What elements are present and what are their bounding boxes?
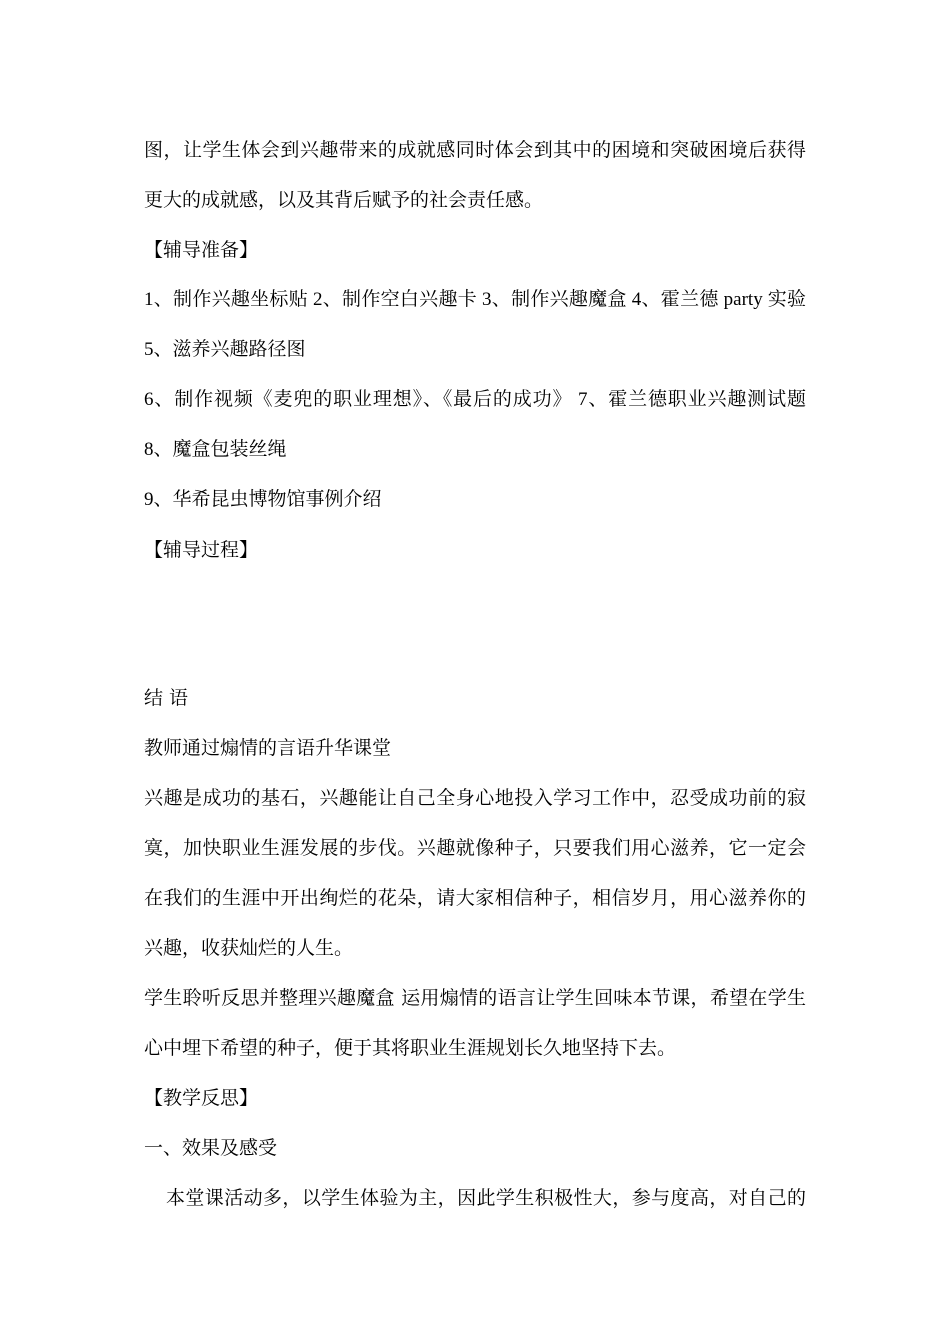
paragraph-line: 兴趣，收获灿烂的人生。 [144,937,354,959]
section-heading: 【辅导过程】 [144,539,259,561]
list-item: 5、滋养兴趣路径图 [144,339,306,360]
paragraph-line: 学生聆听反思并整理兴趣魔盒 运用煽情的语言让学生回味本节课，希望在学生 [144,987,806,1009]
list-item: 6、制作视频《麦兜的职业理想》、《最后的成功》 7、霍兰德职业兴趣测试题 [144,389,806,410]
paragraph-line: 本堂课活动多，以学生体验为主，因此学生积极性大，参与度高，对自己的 [166,1187,806,1209]
paragraph-line: 教师通过煽情的言语升华课堂 [144,737,392,759]
section-heading: 【辅导准备】 [144,239,259,261]
paragraph-line: 图，让学生体会到兴趣带来的成就感同时体会到其中的困境和突破困境后获得 [144,139,806,161]
paragraph-line: 心中埋下希望的种子，便于其将职业生涯规划长久地坚持下去。 [144,1037,677,1059]
subsection-heading: 结 语 [144,687,189,709]
list-item: 1、制作兴趣坐标贴 2、制作空白兴趣卡 3、制作兴趣魔盒 4、霍兰德 party 实验 [144,289,806,310]
section-heading: 【教学反思】 [144,1087,259,1109]
paragraph-line: 兴趣是成功的基石，兴趣能让自己全身心地投入学习工作中，忍受成功前的寂 [144,787,806,809]
list-item: 9、华希昆虫博物馆事例介绍 [144,489,382,510]
list-item: 8、魔盒包装丝绳 [144,439,287,460]
paragraph-line: 寞，加快职业生涯发展的步伐。兴趣就像种子，只要我们用心滋养，它一定会 [144,837,806,859]
paragraph-line: 更大的成就感，以及其背后赋予的社会责任感。 [144,189,544,211]
subsection-heading: 一、效果及感受 [144,1137,278,1159]
paragraph-line: 在我们的生涯中开出绚烂的花朵，请大家相信种子，相信岁月，用心滋养你的 [144,887,806,909]
